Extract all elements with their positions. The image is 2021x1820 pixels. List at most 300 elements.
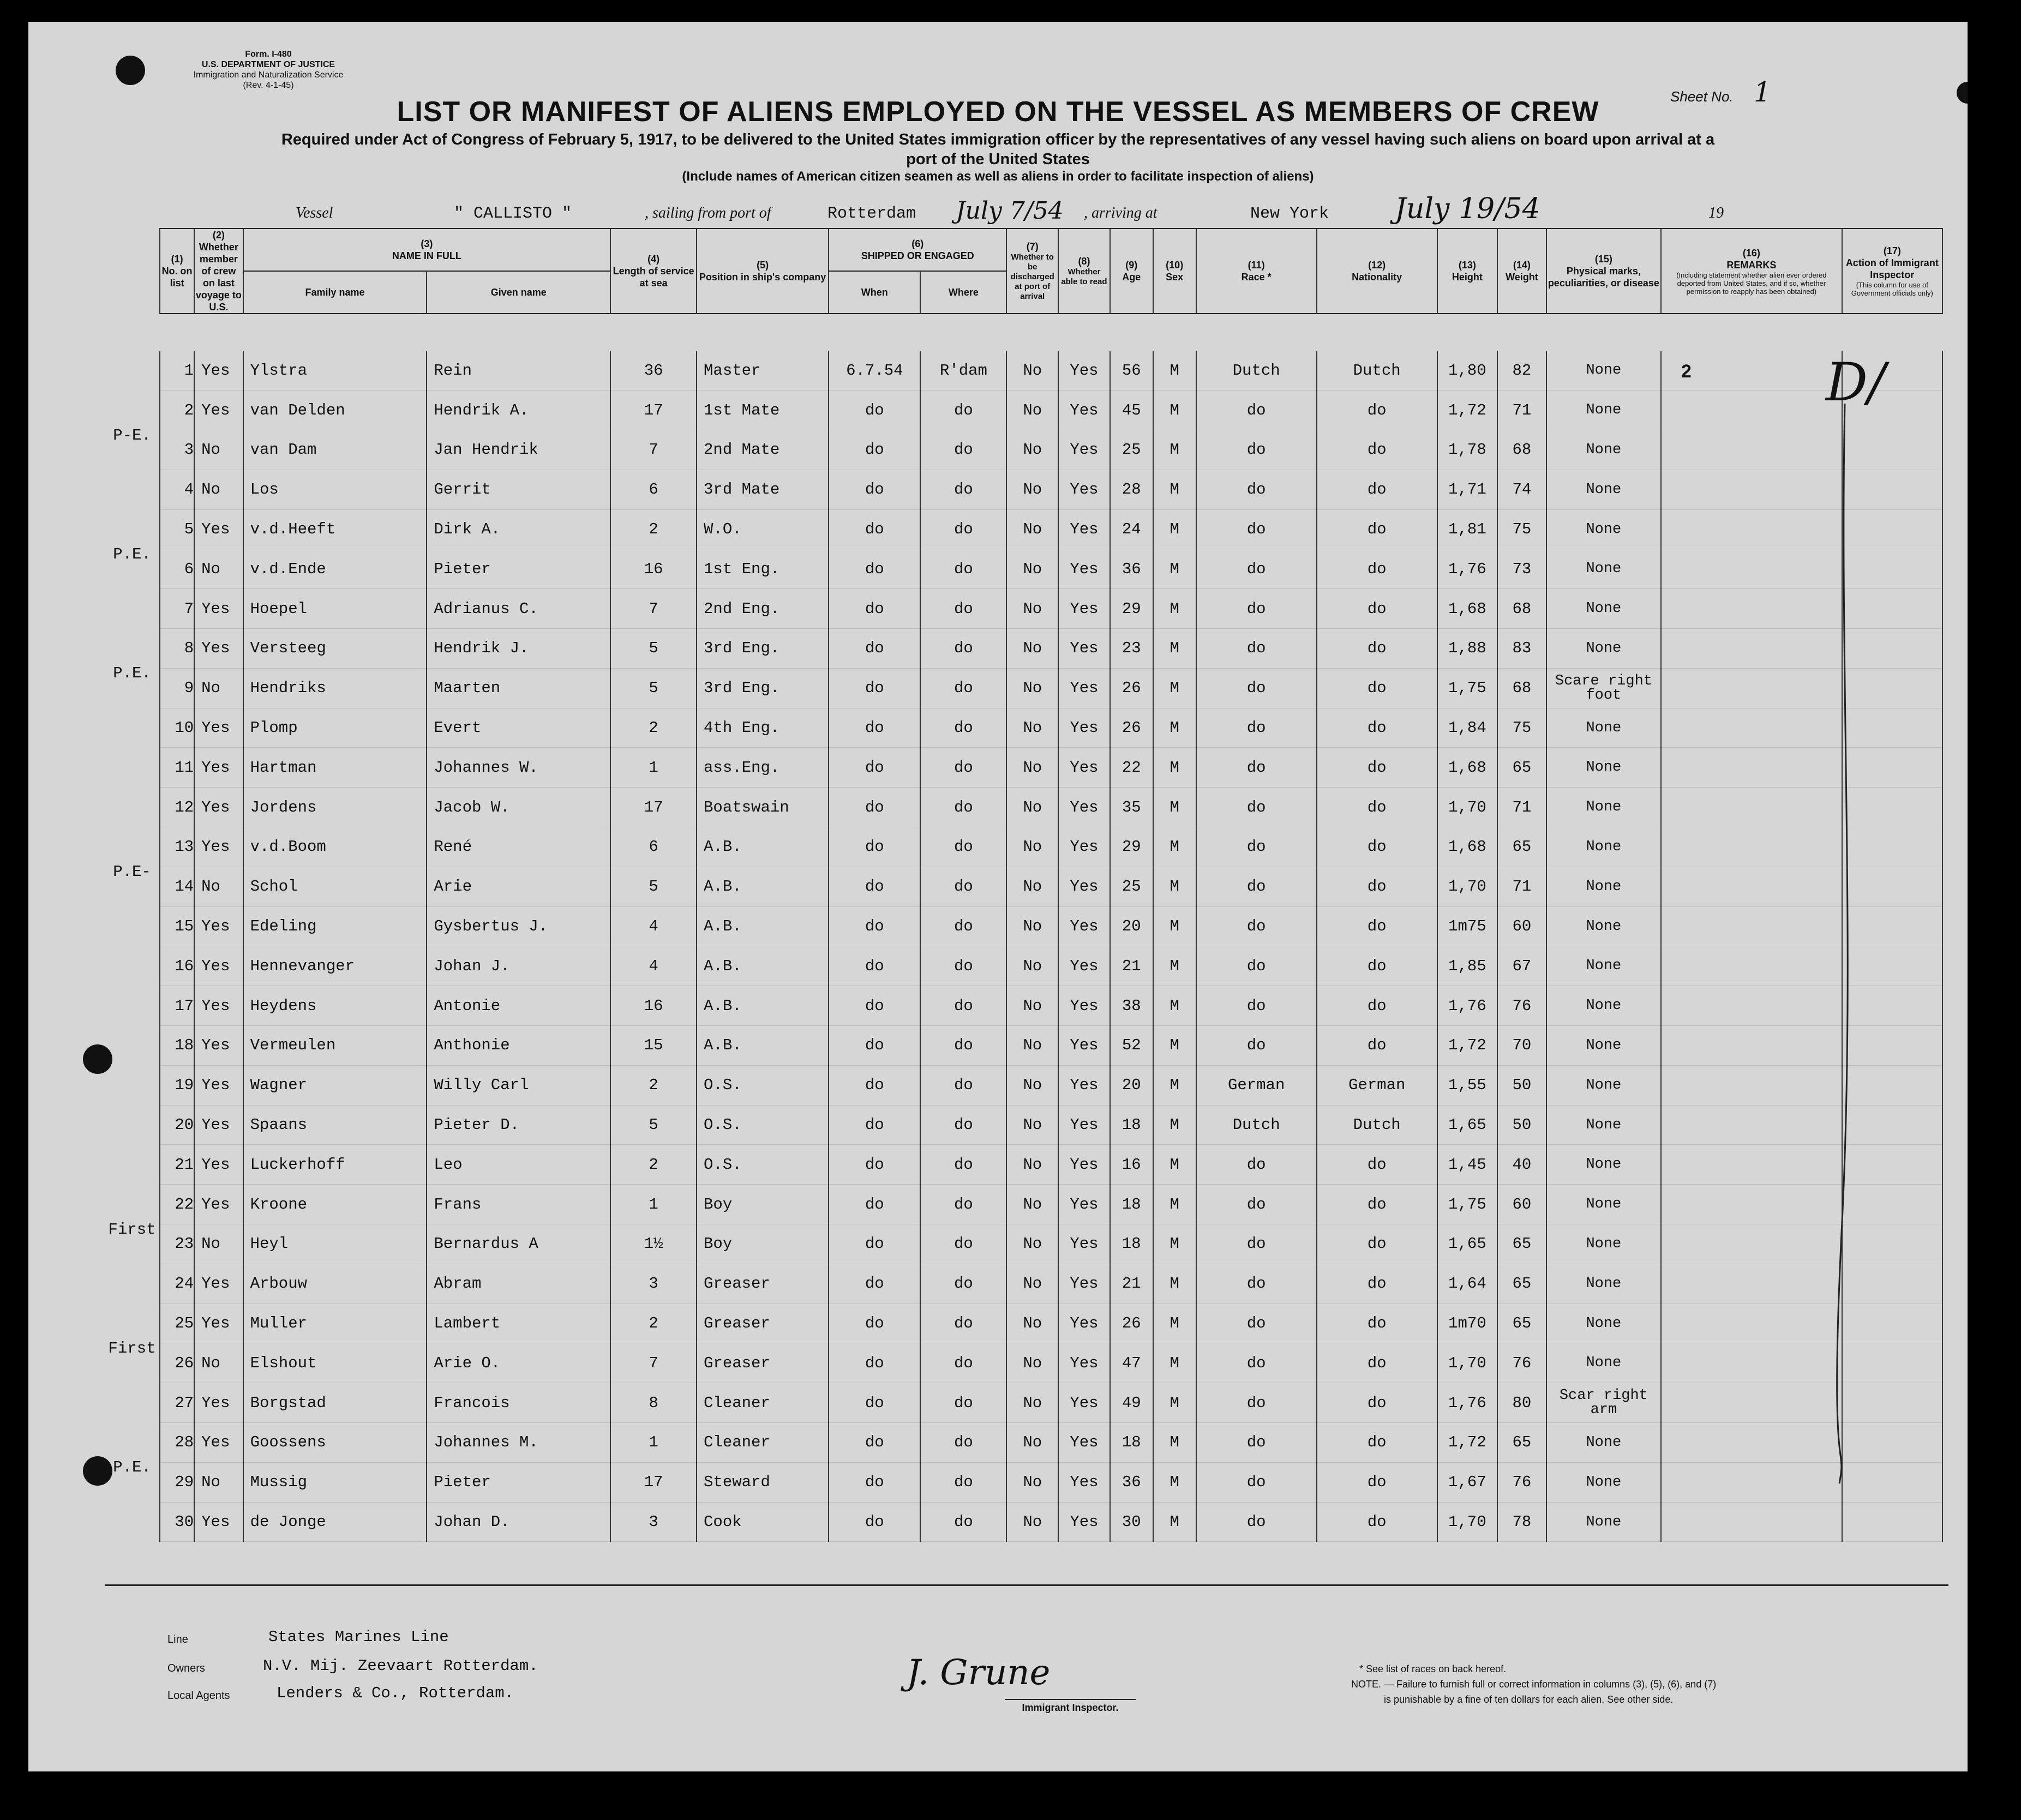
cell-remarks xyxy=(1661,946,1842,986)
cell-prev-voyage: No xyxy=(194,549,243,589)
cell-discharged: No xyxy=(1006,748,1058,788)
cell-weight: 71 xyxy=(1497,788,1546,827)
vessel-name: " CALLISTO " xyxy=(454,205,572,223)
cell-remarks xyxy=(1661,1383,1842,1423)
table-row xyxy=(160,1304,1942,1343)
table-row xyxy=(160,1423,1942,1463)
cell-age: 23 xyxy=(1110,629,1153,669)
cell-where: do xyxy=(920,906,1006,946)
cell-when: do xyxy=(829,1145,920,1185)
cell-nationality: do xyxy=(1317,1423,1437,1463)
cell-nationality: do xyxy=(1317,509,1437,549)
cell-height: 1,75 xyxy=(1437,1185,1498,1224)
cell-when: do xyxy=(829,708,920,748)
cell-discharged: No xyxy=(1006,391,1058,430)
cell-when: do xyxy=(829,470,920,509)
cell-weight: 83 xyxy=(1497,629,1546,669)
cell-no: 3 xyxy=(160,430,194,470)
cell-position: A.B. xyxy=(697,906,829,946)
cell-service: 2 xyxy=(610,1145,697,1185)
cell-marks: None xyxy=(1546,1065,1661,1105)
cell-given-name: Gerrit xyxy=(427,470,610,509)
cell-sex: M xyxy=(1153,708,1196,748)
cell-nationality: do xyxy=(1317,1145,1437,1185)
arriving-label: , arriving at xyxy=(1084,205,1158,221)
cell-discharged: No xyxy=(1006,351,1058,391)
cell-age: 28 xyxy=(1110,470,1153,509)
cell-race: do xyxy=(1196,1026,1317,1066)
cell-no: 7 xyxy=(160,589,194,629)
cell-height: 1,72 xyxy=(1437,1423,1498,1463)
form-number: Form. I-480 xyxy=(245,50,292,59)
department: U.S. DEPARTMENT OF JUSTICE xyxy=(201,60,335,69)
cell-when: do xyxy=(829,1185,920,1224)
cell-marks: None xyxy=(1546,708,1661,748)
cell-age: 52 xyxy=(1110,1026,1153,1066)
cell-when: do xyxy=(829,1462,920,1502)
cell-nationality: do xyxy=(1317,1264,1437,1304)
cell-position: 2nd Eng. xyxy=(697,589,829,629)
cell-where: do xyxy=(920,986,1006,1026)
port-to: New York xyxy=(1250,205,1329,223)
table-row xyxy=(160,1105,1942,1145)
col-height: (13) Height xyxy=(1437,229,1498,314)
cell-age: 22 xyxy=(1110,748,1153,788)
cell-age: 25 xyxy=(1110,430,1153,470)
cell-given-name: Pieter D. xyxy=(427,1105,610,1145)
col-sex: (10) Sex xyxy=(1153,229,1196,314)
cell-no: 5 xyxy=(160,509,194,549)
cell-position: 3rd Eng. xyxy=(697,629,829,669)
cell-when: do xyxy=(829,1105,920,1145)
cell-read: Yes xyxy=(1058,589,1110,629)
port-from: Rotterdam xyxy=(827,205,916,223)
cell-sex: M xyxy=(1153,1502,1196,1542)
cell-read: Yes xyxy=(1058,1383,1110,1423)
cell-given-name: Adrianus C. xyxy=(427,589,610,629)
cell-sex: M xyxy=(1153,748,1196,788)
cell-age: 26 xyxy=(1110,1304,1153,1343)
agents-value: Lenders & Co., Rotterdam. xyxy=(277,1684,514,1702)
table-row xyxy=(160,1145,1942,1185)
cell-height: 1m75 xyxy=(1437,906,1498,946)
cell-position: 1st Mate xyxy=(697,391,829,430)
footer-divider xyxy=(105,1584,1948,1586)
cell-race: do xyxy=(1196,430,1317,470)
col-age: (9) Age xyxy=(1110,229,1153,314)
cell-inspector-action xyxy=(1842,1502,1942,1542)
cell-prev-voyage: No xyxy=(194,430,243,470)
cell-discharged: No xyxy=(1006,1462,1058,1502)
table-row xyxy=(160,748,1942,788)
cell-nationality: do xyxy=(1317,549,1437,589)
cell-no: 15 xyxy=(160,906,194,946)
cell-sex: M xyxy=(1153,1462,1196,1502)
cell-sex: M xyxy=(1153,1264,1196,1304)
cell-height: 1,64 xyxy=(1437,1264,1498,1304)
service: Immigration and Naturalization Service xyxy=(193,70,344,80)
cell-sex: M xyxy=(1153,629,1196,669)
cell-race: do xyxy=(1196,827,1317,867)
cell-weight: 75 xyxy=(1497,509,1546,549)
table-row xyxy=(160,589,1942,629)
table-row xyxy=(160,708,1942,748)
cell-service: 5 xyxy=(610,629,697,669)
cell-age: 36 xyxy=(1110,549,1153,589)
cell-nationality: do xyxy=(1317,1383,1437,1423)
cell-service: 5 xyxy=(610,867,697,906)
col-name: (3) NAME IN FULL xyxy=(243,229,611,271)
cell-service: 4 xyxy=(610,946,697,986)
cell-where: do xyxy=(920,1383,1006,1423)
cell-discharged: No xyxy=(1006,1065,1058,1105)
cell-service: 36 xyxy=(610,351,697,391)
cell-read: Yes xyxy=(1058,391,1110,430)
revision: (Rev. 4-1-45) xyxy=(243,81,294,90)
cell-prev-voyage: Yes xyxy=(194,1185,243,1224)
cell-sex: M xyxy=(1153,986,1196,1026)
cell-given-name: Anthonie xyxy=(427,1026,610,1066)
cell-where: do xyxy=(920,1185,1006,1224)
cell-marks: None xyxy=(1546,1185,1661,1224)
cell-given-name: Lambert xyxy=(427,1304,610,1343)
cell-family-name: Vermeulen xyxy=(243,1026,427,1066)
col-marks: (15) Physical marks, peculiarities, or disease xyxy=(1546,229,1661,314)
cell-where: do xyxy=(920,549,1006,589)
cell-where: do xyxy=(920,589,1006,629)
cell-where: do xyxy=(920,430,1006,470)
cell-sex: M xyxy=(1153,351,1196,391)
cell-remarks xyxy=(1661,708,1842,748)
races-note: * See list of races on back hereof. xyxy=(1359,1663,1507,1674)
cell-no: 20 xyxy=(160,1105,194,1145)
cell-given-name: Leo xyxy=(427,1145,610,1185)
cell-position: Boy xyxy=(697,1224,829,1264)
cell-marks: None xyxy=(1546,1304,1661,1343)
col-position: (5) Position in ship's company xyxy=(697,229,829,314)
cell-height: 1,68 xyxy=(1437,589,1498,629)
cell-marks: None xyxy=(1546,1026,1661,1066)
cell-height: 1,84 xyxy=(1437,708,1498,748)
cell-no: 1 xyxy=(160,351,194,391)
cell-no: 22 xyxy=(160,1185,194,1224)
table-row xyxy=(160,1383,1942,1423)
table-row xyxy=(160,1502,1942,1542)
cell-position: ass.Eng. xyxy=(697,748,829,788)
cell-marks: None xyxy=(1546,549,1661,589)
row-prefix: First xyxy=(108,1340,156,1358)
cell-given-name: Willy Carl xyxy=(427,1065,610,1105)
cell-prev-voyage: No xyxy=(194,1462,243,1502)
cell-remarks xyxy=(1661,867,1842,906)
cell-no: 26 xyxy=(160,1343,194,1383)
col-where: Where xyxy=(920,271,1006,314)
cell-sex: M xyxy=(1153,470,1196,509)
cell-age: 21 xyxy=(1110,946,1153,986)
table-row xyxy=(160,1065,1942,1105)
cell-service: 6 xyxy=(610,827,697,867)
cell-race: do xyxy=(1196,589,1317,629)
cell-sex: M xyxy=(1153,788,1196,827)
cell-prev-voyage: Yes xyxy=(194,351,243,391)
cell-no: 30 xyxy=(160,1502,194,1542)
cell-sex: M xyxy=(1153,1026,1196,1066)
cell-where: do xyxy=(920,1462,1006,1502)
cell-given-name: Rein xyxy=(427,351,610,391)
cell-race: do xyxy=(1196,708,1317,748)
cell-discharged: No xyxy=(1006,430,1058,470)
cell-when: do xyxy=(829,430,920,470)
cell-height: 1,76 xyxy=(1437,549,1498,589)
cell-service: 3 xyxy=(610,1264,697,1304)
cell-discharged: No xyxy=(1006,1105,1058,1145)
cell-remarks xyxy=(1661,1105,1842,1145)
cell-family-name: Hoepel xyxy=(243,589,427,629)
cell-read: Yes xyxy=(1058,1026,1110,1066)
cell-marks: None xyxy=(1546,827,1661,867)
cell-service: 16 xyxy=(610,549,697,589)
table-row xyxy=(160,867,1942,906)
cell-when: do xyxy=(829,986,920,1026)
cell-service: 2 xyxy=(610,708,697,748)
cell-given-name: Francois xyxy=(427,1383,610,1423)
table-row xyxy=(160,788,1942,827)
cell-where: do xyxy=(920,788,1006,827)
cell-read: Yes xyxy=(1058,1462,1110,1502)
cell-sex: M xyxy=(1153,509,1196,549)
cell-height: 1,55 xyxy=(1437,1065,1498,1105)
cell-marks: None xyxy=(1546,1224,1661,1264)
cell-nationality: do xyxy=(1317,1185,1437,1224)
cell-marks: None xyxy=(1546,470,1661,509)
cell-no: 18 xyxy=(160,1026,194,1066)
cell-position: A.B. xyxy=(697,946,829,986)
cell-where: do xyxy=(920,1423,1006,1463)
cell-age: 36 xyxy=(1110,1462,1153,1502)
cell-height: 1,76 xyxy=(1437,1383,1498,1423)
cell-sex: M xyxy=(1153,589,1196,629)
cell-read: Yes xyxy=(1058,1224,1110,1264)
cell-no: 21 xyxy=(160,1145,194,1185)
cell-read: Yes xyxy=(1058,351,1110,391)
cell-service: 15 xyxy=(610,1026,697,1066)
cell-when: do xyxy=(829,629,920,669)
col-discharged: (7) Whether to be discharged at port of arrival xyxy=(1006,229,1058,314)
cell-race: do xyxy=(1196,1383,1317,1423)
cell-given-name: Gysbertus J. xyxy=(427,906,610,946)
cell-nationality: do xyxy=(1317,430,1437,470)
cell-race: do xyxy=(1196,748,1317,788)
punch-hole xyxy=(116,56,145,85)
cell-remarks xyxy=(1661,1502,1842,1542)
col-family-name: Family name xyxy=(243,271,427,314)
cell-age: 16 xyxy=(1110,1145,1153,1185)
cell-discharged: No xyxy=(1006,668,1058,708)
cell-given-name: Arie xyxy=(427,867,610,906)
cell-when: do xyxy=(829,788,920,827)
cell-family-name: Ylstra xyxy=(243,351,427,391)
cell-where: do xyxy=(920,867,1006,906)
cell-read: Yes xyxy=(1058,1423,1110,1463)
cell-weight: 76 xyxy=(1497,1343,1546,1383)
cell-when: 6.7.54 xyxy=(829,351,920,391)
cell-read: Yes xyxy=(1058,1185,1110,1224)
cell-height: 1,81 xyxy=(1437,509,1498,549)
cell-position: O.S. xyxy=(697,1065,829,1105)
cell-family-name: Muller xyxy=(243,1304,427,1343)
cell-discharged: No xyxy=(1006,629,1058,669)
cell-read: Yes xyxy=(1058,906,1110,946)
cell-prev-voyage: Yes xyxy=(194,906,243,946)
fine-note: NOTE. — Failure to furnish full or correct information in columns (3), (5), (6), and (7) xyxy=(1351,1679,1717,1690)
cell-nationality: do xyxy=(1317,867,1437,906)
cell-service: 1½ xyxy=(610,1224,697,1264)
cell-marks: None xyxy=(1546,629,1661,669)
cell-discharged: No xyxy=(1006,827,1058,867)
cell-family-name: Hennevanger xyxy=(243,946,427,986)
cell-marks: Scare right foot xyxy=(1546,668,1661,708)
cell-age: 38 xyxy=(1110,986,1153,1026)
cell-remarks xyxy=(1661,1343,1842,1383)
cell-given-name: Arie O. xyxy=(427,1343,610,1383)
cell-where: do xyxy=(920,1264,1006,1304)
cell-weight: 50 xyxy=(1497,1105,1546,1145)
cell-when: do xyxy=(829,509,920,549)
cell-weight: 60 xyxy=(1497,906,1546,946)
cell-nationality: do xyxy=(1317,708,1437,748)
remark-annotation: 2 xyxy=(1681,361,1692,382)
cell-service: 7 xyxy=(610,1343,697,1383)
cell-nationality: do xyxy=(1317,748,1437,788)
cell-discharged: No xyxy=(1006,788,1058,827)
cell-family-name: Heyl xyxy=(243,1224,427,1264)
cell-given-name: Hendrik J. xyxy=(427,629,610,669)
cell-weight: 71 xyxy=(1497,391,1546,430)
cell-sex: M xyxy=(1153,391,1196,430)
cell-height: 1,45 xyxy=(1437,1145,1498,1185)
cell-sex: M xyxy=(1153,1423,1196,1463)
cell-position: A.B. xyxy=(697,1026,829,1066)
cell-sex: M xyxy=(1153,1065,1196,1105)
cell-marks: None xyxy=(1546,748,1661,788)
cell-prev-voyage: Yes xyxy=(194,1383,243,1423)
cell-race: German xyxy=(1196,1065,1317,1105)
cell-race: do xyxy=(1196,1224,1317,1264)
cell-read: Yes xyxy=(1058,748,1110,788)
cell-weight: 65 xyxy=(1497,748,1546,788)
cell-nationality: do xyxy=(1317,1462,1437,1502)
row-prefix: P.E. xyxy=(113,664,151,683)
cell-race: do xyxy=(1196,1264,1317,1304)
punch-hole xyxy=(83,1044,112,1074)
cell-no: 2 xyxy=(160,391,194,430)
cell-family-name: v.d.Ende xyxy=(243,549,427,589)
table-row xyxy=(160,906,1942,946)
cell-no: 28 xyxy=(160,1423,194,1463)
cell-height: 1,70 xyxy=(1437,867,1498,906)
cell-where: do xyxy=(920,470,1006,509)
cell-marks: None xyxy=(1546,788,1661,827)
cell-when: do xyxy=(829,906,920,946)
cell-age: 20 xyxy=(1110,906,1153,946)
cell-remarks xyxy=(1661,1026,1842,1066)
cell-service: 2 xyxy=(610,1065,697,1105)
cell-nationality: do xyxy=(1317,1343,1437,1383)
cell-weight: 76 xyxy=(1497,1462,1546,1502)
cell-nationality: do xyxy=(1317,391,1437,430)
cell-position: Greaser xyxy=(697,1343,829,1383)
cell-sex: M xyxy=(1153,668,1196,708)
cell-given-name: Jacob W. xyxy=(427,788,610,827)
cell-remarks xyxy=(1661,668,1842,708)
cell-nationality: Dutch xyxy=(1317,1105,1437,1145)
cell-race: do xyxy=(1196,668,1317,708)
col-race: (11) Race * xyxy=(1196,229,1317,314)
form-subtitle-port: port of the United States xyxy=(906,151,1090,168)
cell-prev-voyage: Yes xyxy=(194,748,243,788)
cell-weight: 65 xyxy=(1497,1304,1546,1343)
cell-height: 1m70 xyxy=(1437,1304,1498,1343)
cell-read: Yes xyxy=(1058,549,1110,589)
cell-nationality: do xyxy=(1317,629,1437,669)
cell-position: 2nd Mate xyxy=(697,430,829,470)
cell-when: do xyxy=(829,1383,920,1423)
cell-where: do xyxy=(920,509,1006,549)
cell-nationality: Dutch xyxy=(1317,351,1437,391)
cell-age: 21 xyxy=(1110,1264,1153,1304)
cell-family-name: Borgstad xyxy=(243,1383,427,1423)
col-shipped: (6) SHIPPED OR ENGAGED xyxy=(829,229,1006,271)
cell-prev-voyage: Yes xyxy=(194,589,243,629)
cell-family-name: Goossens xyxy=(243,1423,427,1463)
cell-height: 1,68 xyxy=(1437,827,1498,867)
cell-prev-voyage: No xyxy=(194,1343,243,1383)
cell-family-name: Arbouw xyxy=(243,1264,427,1304)
row-prefix: P.E. xyxy=(113,1458,151,1477)
cell-discharged: No xyxy=(1006,1026,1058,1066)
cell-read: Yes xyxy=(1058,986,1110,1026)
cell-weight: 70 xyxy=(1497,1026,1546,1066)
cell-height: 1,65 xyxy=(1437,1105,1498,1145)
cell-sex: M xyxy=(1153,1105,1196,1145)
table-row xyxy=(160,827,1942,867)
cell-given-name: Abram xyxy=(427,1264,610,1304)
col-inspector-action: (17) Action of Immigrant Inspector (This column for use of Government officials only) xyxy=(1842,229,1942,314)
cell-family-name: Heydens xyxy=(243,986,427,1026)
vessel-label: Vessel xyxy=(296,205,333,221)
cell-family-name: v.d.Boom xyxy=(243,827,427,867)
cell-read: Yes xyxy=(1058,708,1110,748)
table-row xyxy=(160,946,1942,986)
cell-position: 3rd Mate xyxy=(697,470,829,509)
cell-weight: 68 xyxy=(1497,589,1546,629)
cell-prev-voyage: Yes xyxy=(194,509,243,549)
cell-height: 1,76 xyxy=(1437,986,1498,1026)
cell-service: 7 xyxy=(610,589,697,629)
cell-given-name: Dirk A. xyxy=(427,509,610,549)
cell-service: 16 xyxy=(610,986,697,1026)
cell-weight: 80 xyxy=(1497,1383,1546,1423)
cell-service: 7 xyxy=(610,430,697,470)
cell-age: 24 xyxy=(1110,509,1153,549)
cell-where: do xyxy=(920,1224,1006,1264)
cell-discharged: No xyxy=(1006,946,1058,986)
cell-marks: None xyxy=(1546,1264,1661,1304)
cell-nationality: do xyxy=(1317,1026,1437,1066)
owners-value: N.V. Mij. Zeevaart Rotterdam. xyxy=(263,1657,538,1675)
cell-race: do xyxy=(1196,1145,1317,1185)
cell-position: A.B. xyxy=(697,827,829,867)
